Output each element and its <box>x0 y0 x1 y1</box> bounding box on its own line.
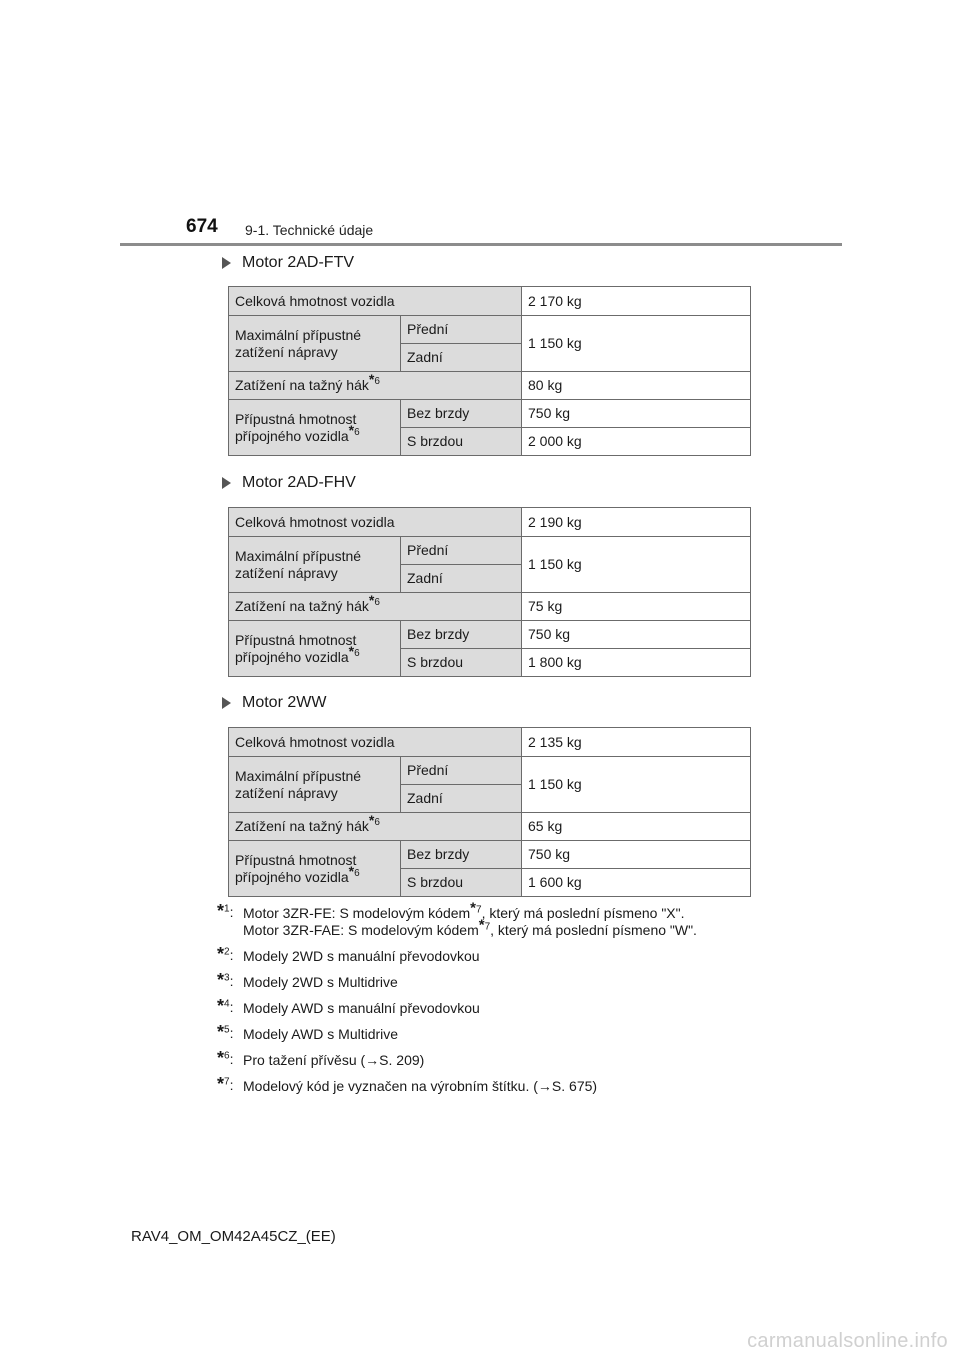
unbraked-label: Bez brzdy <box>401 400 522 428</box>
footnote-ref: *6 <box>368 371 380 388</box>
arrow-right-icon <box>222 257 231 269</box>
axle-rear-label: Zadní <box>401 565 522 593</box>
gross-weight-label: Celková hmotnost vozidla <box>229 728 522 757</box>
gross-weight-label: Celková hmotnost vozidla <box>229 508 522 537</box>
axle-front-label: Přední <box>401 316 522 344</box>
engine-heading-text: Motor 2WW <box>242 694 327 711</box>
gross-weight-value: 2 190 kg <box>522 508 751 537</box>
arrow-right-icon <box>222 697 231 709</box>
axle-front-label: Přední <box>401 537 522 565</box>
axle-rear-label: Zadní <box>401 785 522 813</box>
footnote-2: *$^2$: Modely 2WD s manuální převodovkou <box>217 944 480 964</box>
trailer-weight-label: Přípustná hmotnost přípojného vozidla$^{*6}$ <box>229 841 401 897</box>
footnote-marker: *$^2$: <box>217 944 234 964</box>
axle-load-value: 1 150 kg <box>522 537 751 593</box>
hitch-load-label: Zatížení na tažný hák$^{*6}$ <box>229 593 522 621</box>
footnote-5: *$^5$: Modely AWD s Multidrive <box>217 1022 399 1042</box>
spec-table-2 <box>228 507 751 677</box>
engine-heading-text: Motor 2AD-FTV <box>242 254 355 271</box>
braked-value: 1 600 kg <box>522 869 751 897</box>
hitch-load-value: 65 kg <box>522 813 751 841</box>
footnotes <box>217 899 837 1104</box>
engine-heading-2 <box>222 474 356 492</box>
hitch-load-value: 75 kg <box>522 593 751 621</box>
spec-table-1 <box>228 286 751 456</box>
page-reference-link[interactable]: S. 209 <box>379 1052 420 1068</box>
unbraked-value: 750 kg <box>522 841 751 869</box>
unbraked-label: Bez brzdy <box>401 621 522 649</box>
footnote-6: *$^6$: Pro tažení přívěsu (→S. 209) <box>217 1048 425 1068</box>
footnote-ref: *6 <box>348 862 360 879</box>
gross-weight-value: 2 135 kg <box>522 728 751 757</box>
footnote-marker: *$^1$: <box>217 901 234 921</box>
hitch-load-value: 80 kg <box>522 372 751 400</box>
trailer-weight-label: Přípustná hmotnost přípojného vozidla$^{*6}$ <box>229 621 401 677</box>
axle-load-value: 1 150 kg <box>522 316 751 372</box>
gross-weight-label: Celková hmotnost vozidla <box>229 287 522 316</box>
watermark: carmanualsonline.info <box>747 1330 948 1352</box>
document-code: RAV4_OM_OM42A45CZ_(EE) <box>131 1228 336 1245</box>
engine-heading-3 <box>222 694 326 712</box>
footnote-1: *$^1$: Motor 3ZR-FE: S modelovým kódem*$^7$, který má poslední písmeno "X". Motor 3ZR-FAE: S modelovým kódem*$^7$, který má poslední písmeno "W". <box>217 899 697 938</box>
footnote-ref: *6 <box>368 592 380 609</box>
engine-heading-text: Motor 2AD-FHV <box>242 474 356 491</box>
braked-value: 1 800 kg <box>522 649 751 677</box>
arrow-right-icon <box>222 477 231 489</box>
hitch-load-label: Zatížení na tažný hák$^{*6}$ <box>229 813 522 841</box>
page-number: 674 <box>186 216 218 237</box>
header-rule <box>120 243 842 246</box>
footnote-ref: *6 <box>368 812 380 829</box>
arrow-right-icon: → <box>365 1052 380 1068</box>
footnote-marker: *$^6$: <box>217 1048 234 1068</box>
hitch-load-label: Zatížení na tažný hák$^{*6}$ <box>229 372 522 400</box>
trailer-weight-label: Přípustná hmotnost přípojného vozidla$^{*6}$ <box>229 400 401 456</box>
engine-heading-1 <box>222 254 354 272</box>
axle-rear-label: Zadní <box>401 344 522 372</box>
footnote-7: *$^7$: Modelový kód je vyznačen na výrobním štítku. (→S. 675) <box>217 1074 598 1094</box>
footnote-4: *$^4$: Modely AWD s manuální převodovkou <box>217 996 480 1016</box>
footnote-marker: *$^4$: <box>217 996 234 1016</box>
braked-label: S brzdou <box>401 869 522 897</box>
braked-label: S brzdou <box>401 428 522 456</box>
footnote-marker: *$^3$: <box>217 970 234 990</box>
axle-load-value: 1 150 kg <box>522 757 751 813</box>
footnote-ref: *6 <box>348 642 360 659</box>
unbraked-value: 750 kg <box>522 621 751 649</box>
page-reference-link[interactable]: S. 675 <box>551 1078 593 1094</box>
footnote-marker: *$^7$: <box>217 1074 234 1094</box>
gross-weight-value: 2 170 kg <box>522 287 751 316</box>
braked-value: 2 000 kg <box>522 428 751 456</box>
axle-load-label: Maximální přípustné zatížení nápravy <box>229 537 401 593</box>
section-title: 9-1. Technické údaje <box>245 222 374 238</box>
braked-label: S brzdou <box>401 649 522 677</box>
spec-table-3 <box>228 727 751 897</box>
footnote-ref: *6 <box>348 421 360 438</box>
unbraked-label: Bez brzdy <box>401 841 522 869</box>
axle-load-label: Maximální přípustné zatížení nápravy <box>229 757 401 813</box>
arrow-right-icon: → <box>537 1078 552 1094</box>
footnote-marker: *$^5$: <box>217 1022 234 1042</box>
unbraked-value: 750 kg <box>522 400 751 428</box>
axle-load-label: Maximální přípustné zatížení nápravy <box>229 316 401 372</box>
axle-front-label: Přední <box>401 757 522 785</box>
footnote-3: *$^3$: Modely 2WD s Multidrive <box>217 970 398 990</box>
